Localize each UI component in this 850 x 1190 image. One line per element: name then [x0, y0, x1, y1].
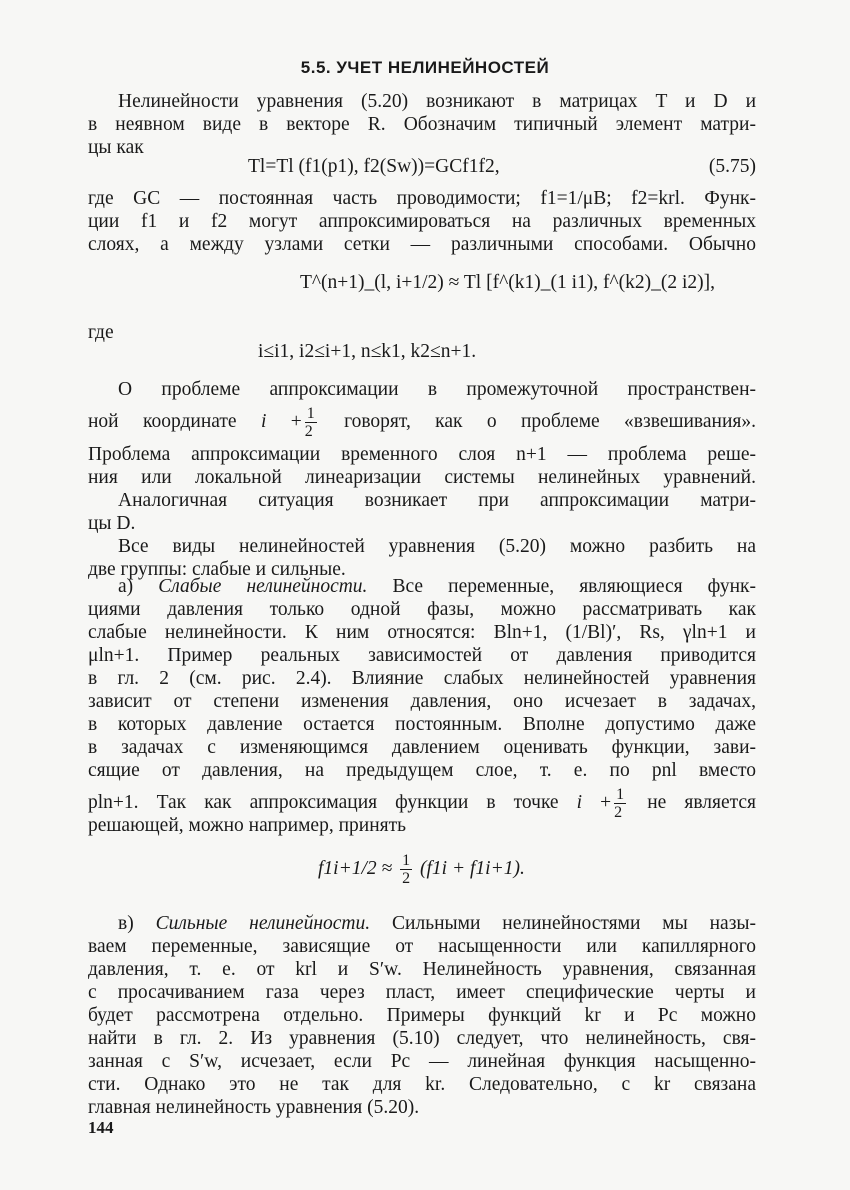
- text-line: циями давления только одной фазы, можно рассматривать как: [88, 599, 756, 620]
- item-title: Слабые нелинейности.: [158, 576, 368, 597]
- text-line: решающей, можно например, принять: [88, 815, 407, 836]
- text-line: Все виды нелинейностей уравнения (5.20) можно разбить на: [118, 536, 756, 557]
- text-line: давления, т. е. от krl и S′w. Нелинейность уравнения, связанная: [88, 959, 756, 980]
- paragraph-intro: [88, 90, 756, 159]
- text-line: с просачиванием газа через пласт, имеет специфические черты и: [88, 982, 756, 1003]
- page-number: 144: [88, 1118, 114, 1137]
- text-line: слоях, а между узлами сетки — различными способами. Обычно: [88, 234, 756, 255]
- text-line: две группы: слабые и сильные.: [88, 559, 346, 580]
- text-line: найти в гл. 2. Из уравнения (5.10) следует, что нелинейность, свя-: [88, 1028, 756, 1049]
- text-fragment: pln+1. Так как аппроксимация функции в точке: [88, 792, 559, 813]
- text-line-with-fraction: pln+1. Так как аппроксимация функции в точке i + $\frac{1}{2}$ не является: [88, 786, 757, 822]
- fraction-half: $\frac{1}{2}$: [402, 852, 411, 887]
- text-line: цы D.: [88, 513, 136, 534]
- text-line: в которых давление остается постоянным. Вполне допустимо даже: [88, 714, 756, 735]
- text-line: сящие от давления, на предыдущем слое, т. е. по pnl вместо: [88, 760, 756, 781]
- variable-i: i: [576, 792, 583, 813]
- text-line: в задачах с изменяющимся давлением оценивать функции, зави-: [88, 737, 756, 758]
- where-label: где: [88, 322, 114, 343]
- text-line: Аналогичная ситуация возникает при аппроксимации матри-: [118, 490, 756, 511]
- text-line: ваем переменные, зависящие от насыщенности или капиллярного: [88, 936, 756, 957]
- equation-5-75: [248, 156, 756, 178]
- text-line: сти. Однако это не так для kr. Следовательно, с kr связана: [88, 1074, 756, 1095]
- fraction-half: $\frac{1}{2}$: [304, 405, 315, 441]
- equation-approximation: T^(n+1)_(l, i+1/2) ≈ Tl [f^(k1)_(1 i1), f^(k2)_(2 i2)],: [300, 272, 716, 293]
- text-line: О проблеме аппроксимации в промежуточной пространствен-: [118, 379, 756, 400]
- paragraph-weak-nonlinearities: [88, 575, 756, 824]
- text-fragment: Сильными нелинейностями мы назы-: [392, 913, 757, 934]
- paragraph-strong-nonlinearities: [88, 912, 756, 1119]
- text-line: ния или локальной линеаризации системы нелинейных уравнений.: [88, 467, 756, 488]
- text-line: [88, 575, 756, 598]
- text-line: главная нелинейность уравнения (5.20).: [88, 1097, 420, 1118]
- text-line: [88, 912, 756, 935]
- text-line: зависит от степени изменения давления, оно исчезает в задачах,: [88, 691, 756, 712]
- text-line: занная с S′w, исчезает, если Pc — линейная функция насыщенно-: [88, 1051, 756, 1072]
- fraction-half: $\frac{1}{2}$: [614, 786, 625, 822]
- item-label: в): [118, 913, 134, 934]
- equation-body: Tl=Tl (f1(p1), f2(Sw))=GCf1f2,: [248, 156, 500, 177]
- text-fragment: говорят, как о проблеме «взвешивания».: [344, 411, 756, 432]
- item-label: а): [118, 576, 134, 597]
- text-line: в неявном виде в векторе R. Обозначим типичный элемент матри-: [88, 114, 756, 135]
- equation-left: f1i+1/2 ≈: [318, 857, 393, 879]
- text-line: слабые нелинейности. К ним относятся: Bln+1, (1/Bl)′, Rs, γln+1 и: [88, 622, 756, 643]
- text-fragment: не является: [647, 792, 757, 813]
- text-line: будет рассмотрена отдельно. Примеры функций kr и Pc можно: [88, 1005, 756, 1026]
- section-heading: 5.5. УЧЕТ НЕЛИНЕЙНОСТЕЙ: [300, 58, 550, 77]
- text-line: в гл. 2 (см. рис. 2.4). Влияние слабых нелинейностей уравнения: [88, 668, 756, 689]
- equation-index-bounds: i≤i1, i2≤i+1, n≤k1, k2≤n+1.: [258, 341, 477, 362]
- variable-i: i: [260, 411, 267, 432]
- text-line: Нелинейности уравнения (5.20) возникают в матрицах T и D и: [118, 91, 756, 112]
- item-title: Сильные нелинейности.: [155, 913, 371, 934]
- text-fragment: Все переменные, являющиеся функ-: [392, 576, 756, 597]
- paragraph-where-gc: [88, 187, 756, 256]
- paragraph-weighting: [88, 378, 756, 581]
- equation-number: (5.75): [708, 156, 756, 177]
- text-line-with-fraction: ной координате i + $\frac{1}{2}$ говорят, как о проблеме «взвешивания».: [88, 405, 756, 441]
- text-line: μln+1. Пример реальных зависимостей от давления приводится: [88, 645, 756, 666]
- equation-averaging: [318, 852, 525, 887]
- text-line: ции f1 и f2 могут аппроксимироваться на различных временных: [88, 211, 756, 232]
- text-line: Проблема аппроксимации временного слоя n+1 — проблема реше-: [88, 444, 756, 465]
- equation-right: (f1i + f1i+1).: [420, 857, 525, 879]
- text-line: цы как: [88, 137, 144, 158]
- text-line: где GC — постоянная часть проводимости; f1=1/μB; f2=krl. Функ-: [88, 188, 756, 209]
- text-fragment: ной координате: [88, 411, 237, 432]
